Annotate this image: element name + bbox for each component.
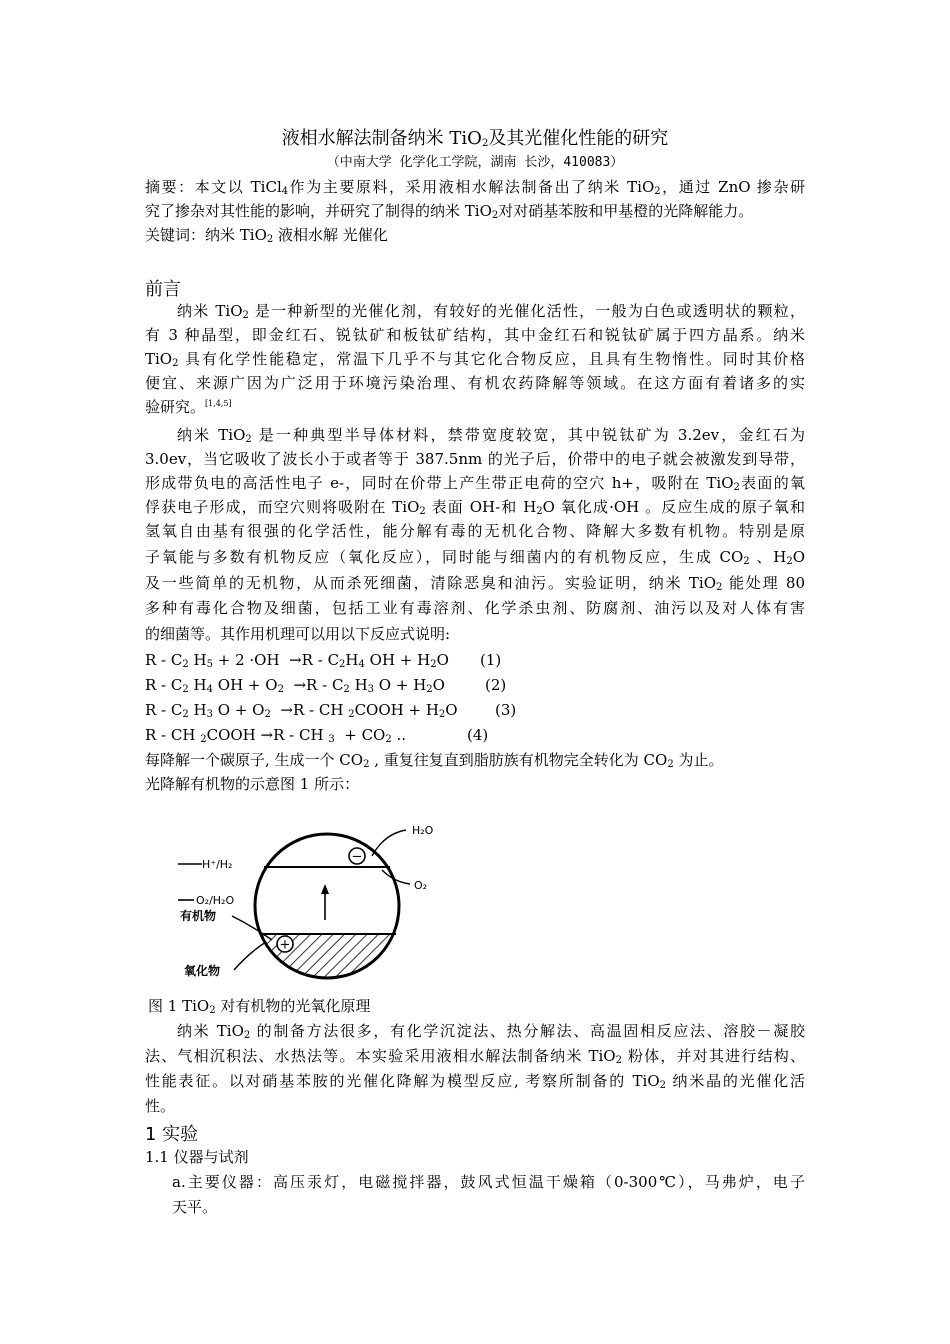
figure-1-diagram [172, 812, 472, 992]
paragraph-line: 子氧能与多数有机物反应（氧化反应），同时能与细菌内的有机物反应，生成 $CO_2$ 、$H_2O$ [145, 548, 806, 567]
label-o2: O₂ [414, 879, 428, 892]
paragraph-line: 性。 [145, 1097, 176, 1115]
paragraph-line: 光降解有机物的示意图 1 所示： [145, 775, 360, 793]
electron-sign: − [351, 849, 363, 865]
paragraph-line: 验研究。[1,4,5] [145, 398, 232, 416]
label-h-plus: H⁺/H₂ [202, 858, 233, 871]
arrow-head [321, 884, 329, 894]
section-heading-preface: 前言 [145, 279, 181, 300]
paper-title: 液相水解法制备纳米 TiO$_2$及其光催化性能的研究 [281, 128, 669, 149]
paragraph-line: 形成带负电的高活性电子 e-，同时在价带上产生带正电荷的空穴 h+，吸附在 TiO$_2$表面的氧 [145, 474, 805, 493]
paragraph-line: 氢氧自由基有很强的化学活性，能分解有毒的无机化合物、降解大多数有机物。特别是原 [145, 522, 805, 540]
equation-1: R - $C_2$ $H_5 + 2 \cdot OH \to R - C_2H_4$ OH + $H_2O$ (1) [145, 651, 502, 670]
paragraph-line: 每降解一个碳原子, 生成一个 $CO_2$ , 重复往复直到脂肪族有机物完全转化为 $CO_2$ 为止。 [145, 751, 724, 770]
leader-curve [234, 942, 266, 970]
paragraph-line: 多种有毒化合物及细菌，包括工业有毒溶剂、化学杀虫剂、防腐剂、油污以及对人体有害 [145, 599, 805, 617]
subsection-heading-1-1: 1.1 仪器与试剂 [145, 1148, 249, 1166]
citation: [1,4,5] [205, 399, 232, 408]
label-oxide: 氧化物 [184, 964, 221, 978]
list-item-a-cont: 天平。 [172, 1198, 218, 1216]
paragraph-line: 及一些简单的无机物，从而杀死细菌，清除恶臭和油污。实验证明，纳米 TiO$_2$ 能处理 80 [145, 574, 806, 593]
affiliation: （中南大学 化学化工学院，湖南 长沙，410083） [326, 155, 624, 170]
list-item-a: a.主要仪器：高压汞灯，电磁搅拌器，鼓风式恒温干燥箱（0-300℃），马弗炉，电子 [172, 1173, 805, 1191]
paragraph-line: 有 3 种晶型，即金红石、锐钛矿和板钛矿结构，其中金红石和锐钛矿属于四方晶系。纳米 [145, 326, 805, 344]
equation-3: R - $C_2$ $H_3$ $O + O_2 \to R$ - CH $_2$COOH + $H_2O$ (3) [145, 701, 517, 720]
leader-curve [232, 916, 272, 940]
keywords: 关键词：纳米 TiO$_2$ 液相水解 光催化 [145, 226, 388, 245]
paragraph-line: 便宜、来源广因为广泛用于环境污染治理、有机农药降解等领域。在这方面有着诸多的实 [145, 374, 805, 392]
paragraph-line: 3.0ev，当它吸收了波长小于或者等于 387.5nm 的光子后，价带中的电子就会被激发到导带， [145, 450, 805, 468]
paragraph-line: 法、气相沉积法、水热法等。本实验采用液相水解法制备纳米 TiO$_2$ 粉体，并对其进行结构、 [145, 1047, 805, 1066]
paragraph-line: 俘获电子形成，而空穴则将吸附在 TiO$_2$ 表面 OH-和 $H_2O$ 氧化成·OH 。反应生成的原子氧和 [145, 498, 805, 517]
abstract-line-2: 究了掺杂对其性能的影响，并研究了制得的纳米 TiO$_2$对对硝基苯胺和甲基橙的光降解能力。 [145, 202, 754, 221]
paragraph-line: 的细菌等。其作用机理可以用以下反应式说明: [145, 625, 451, 643]
equation-2: R - $C_2$ $H_4$ OH + $O_2 \to R - C_2$ $H_3$ $O + H_2O$ (2) [145, 676, 507, 695]
section-heading-1: 1 实验 [145, 1124, 199, 1145]
leader-curve [372, 830, 406, 856]
equation-4: R - CH $_2$COOH →R - CH $_3 + CO_2$ .. (4) [145, 726, 489, 745]
paragraph-line: 纳米 TiO$_2$ 是一种新型的光催化剂，有较好的光催化活性，一般为白色或透明状的颗粒， [177, 302, 805, 321]
paragraph-line: 性能表征。以对硝基苯胺的光催化降解为模型反应, 考察所制备的 TiO$_2$ 纳米晶的光催化活 [145, 1072, 805, 1091]
label-organic: 有机物 [180, 909, 217, 923]
figure-caption: 图 1 TiO$_2$ 对有机物的光氧化原理 [148, 997, 371, 1016]
hole-sign: + [279, 937, 291, 953]
label-h2o: H₂O [412, 824, 434, 837]
abstract-line-1: 摘要：本文以 TiCl$_4$作为主要原料，采用液相水解法制备出了纳米 TiO$_2$，通过 ZnO 掺杂研 [145, 178, 805, 197]
paragraph-line: 纳米 TiO$_2$ 的制备方法很多，有化学沉淀法、热分解法、高温固相反应法、溶胶－凝胶 [177, 1022, 805, 1041]
paragraph-line: 纳米 TiO$_2$ 是一种典型半导体材料，禁带宽度较宽，其中锐钛矿为 3.2ev，金红石为 [177, 426, 805, 445]
paragraph-line: TiO$_2$ 具有化学性能稳定，常温下几乎不与其它化合物反应，且具有生物惰性。同时其价格 [145, 350, 805, 369]
label-o2-h2o: O₂/H₂O [196, 894, 235, 907]
